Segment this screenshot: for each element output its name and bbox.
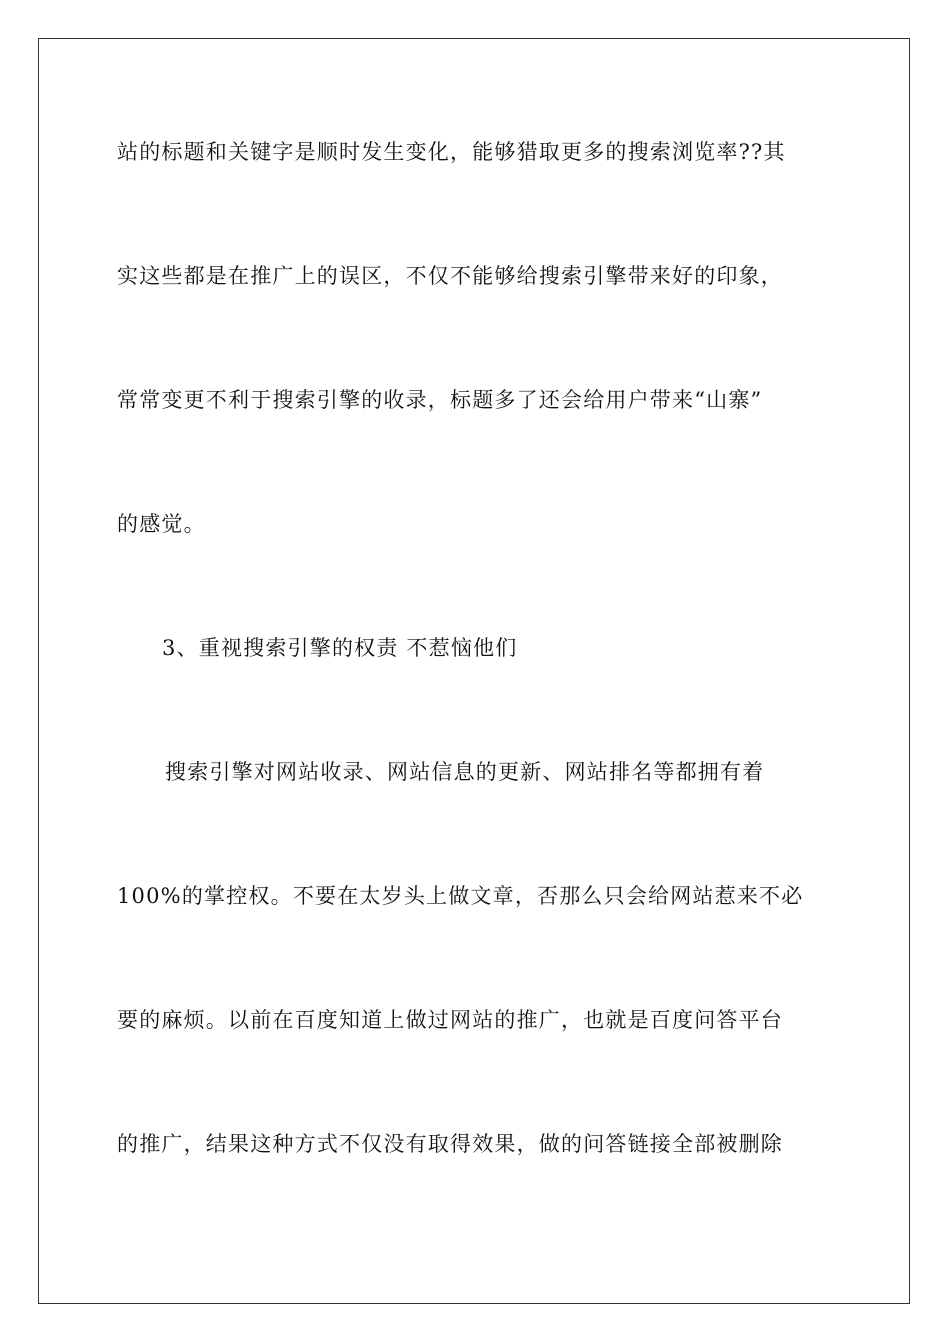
page-border	[38, 38, 910, 1304]
text-line-9: 的推广，结果这种方式不仅没有取得效果，做的问答链接全部被删除	[117, 1132, 783, 1156]
text-line-2: 实这些都是在推广上的误区，不仅不能够给搜索引擎带来好的印象，	[117, 264, 783, 288]
text-line-6: 搜索引擎对网站收录、网站信息的更新、网站排名等都拥有着	[165, 760, 765, 784]
text-line-8: 要的麻烦。以前在百度知道上做过网站的推广，也就是百度问答平台	[117, 1008, 783, 1032]
section-heading: 3、重视搜索引擎的权责 不惹恼他们	[162, 636, 518, 660]
text-line-1: 站的标题和关键字是顺时发生变化，能够猎取更多的搜索浏览率??其	[117, 140, 786, 164]
text-line-3: 常常变更不利于搜索引擎的收录，标题多了还会给用户带来“山寨”	[117, 388, 763, 412]
text-line-4: 的感觉。	[117, 512, 206, 536]
text-line-7: 100%的掌控权。不要在太岁头上做文章，否那么只会给网站惹来不必	[117, 884, 804, 908]
